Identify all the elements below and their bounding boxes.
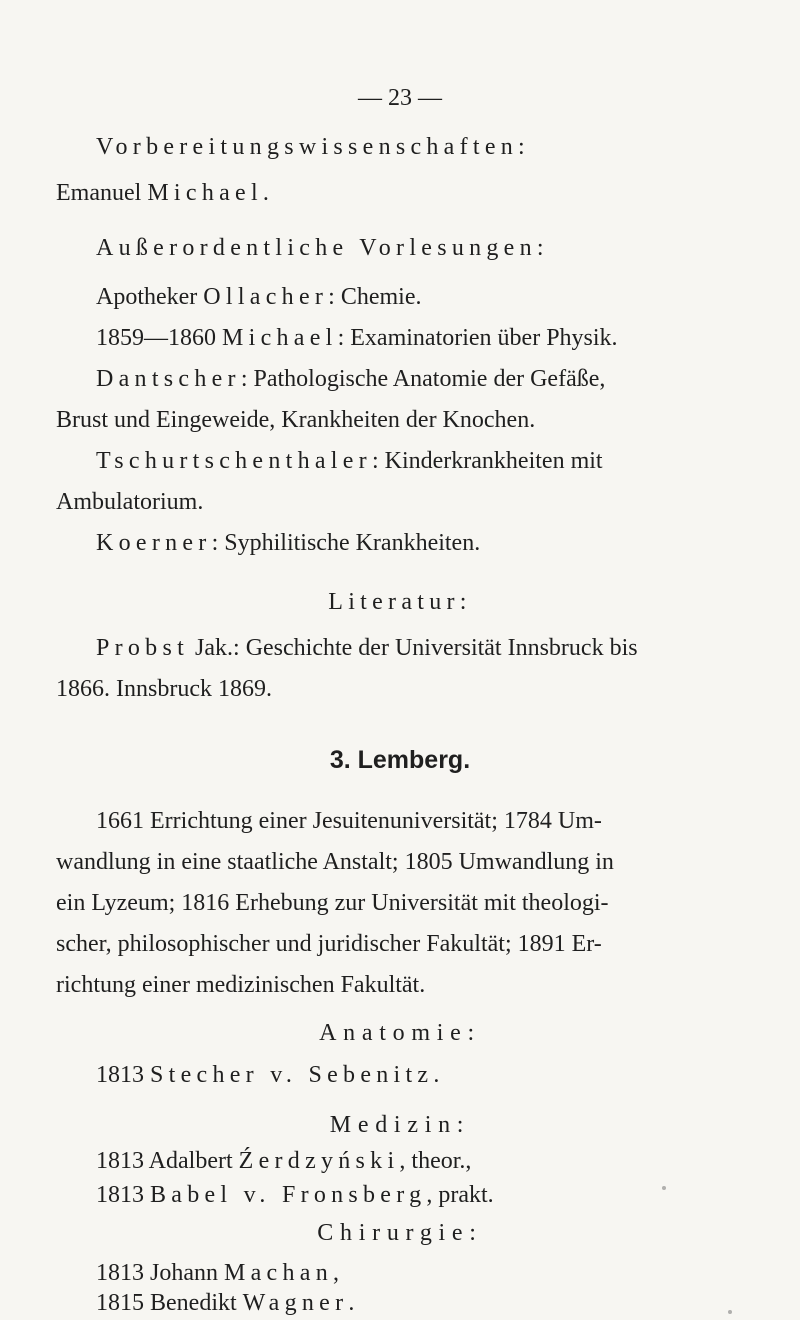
person-name: Wagner <box>242 1290 349 1316</box>
person-name: Probst <box>96 635 190 661</box>
text: 1813 Johann <box>96 1260 224 1286</box>
text: 1859—1860 <box>96 325 222 351</box>
section-heading-lemberg: 3. Lemberg. <box>329 746 471 774</box>
chirurgie-heading: Chirurgie: <box>317 1220 483 1246</box>
text: , <box>332 1260 339 1286</box>
person-name: Koerner <box>96 530 212 556</box>
ausser-line-7 <box>96 528 480 558</box>
person-name: Źerdzyński <box>238 1148 400 1174</box>
text: Emanuel <box>56 180 148 206</box>
literatur-line-1 <box>96 633 638 663</box>
text: : Syphilitische Krankheiten. <box>211 530 481 556</box>
text: , theor., <box>399 1148 472 1174</box>
lemberg-para-line-2: wandlung in eine staatliche Anstalt; 1805 Umwandlung in <box>56 849 614 875</box>
text: : Examinatorien über Physik. <box>337 325 618 351</box>
lemberg-para-line-1: 1661 Errichtung einer Jesuitenuniversität; 1784 Um- <box>96 808 602 834</box>
person-name: Dantscher <box>96 366 241 392</box>
lemberg-para-line-3: ein Lyzeum; 1816 Erhebung zur Universität mit theologi- <box>56 890 609 916</box>
medizin-line-1 <box>96 1146 471 1176</box>
ink-speck <box>662 1186 666 1190</box>
text: 1813 <box>96 1062 150 1088</box>
text: : Kinderkrankheiten mit <box>371 448 603 474</box>
lemberg-para-line-5: richtung einer medizinischen Fakultät. <box>56 972 426 998</box>
chirurgie-line-2 <box>96 1288 354 1318</box>
text: , prakt. <box>426 1182 494 1208</box>
medizin-line-2 <box>96 1180 494 1210</box>
anatomie-heading: Anatomie: <box>319 1020 481 1046</box>
person-name: Machan <box>224 1260 333 1286</box>
ausser-line-6: Ambulatorium. <box>56 489 204 515</box>
ink-speck <box>728 1310 732 1314</box>
vorbereitung-heading: Vorbereitungswissenschaften: <box>96 134 531 160</box>
person-name: Ollacher <box>203 284 329 310</box>
anatomie-line-1 <box>96 1060 445 1090</box>
ausser-line-3 <box>96 364 605 394</box>
text: 1813 <box>96 1182 150 1208</box>
person-name: Stecher v. Sebenitz. <box>150 1062 445 1088</box>
person-name: Michael <box>222 325 338 351</box>
vorbereitung-line <box>56 178 274 208</box>
person-name: Michael. <box>147 180 275 206</box>
text: 1815 Benedikt <box>96 1290 243 1316</box>
person-name: Tschurtschenthaler <box>96 448 372 474</box>
literatur-line-2: 1866. Innsbruck 1869. <box>56 676 272 702</box>
medizin-heading: Medizin: <box>329 1112 471 1138</box>
lemberg-para-line-4: scher, philosophischer und juridischer Fakultät; 1891 Er- <box>56 931 602 957</box>
page-number: — 23 — <box>358 85 442 111</box>
person-name: Babel v. Fronsberg <box>150 1182 427 1208</box>
text: . <box>348 1290 355 1316</box>
text: : Chemie. <box>328 284 422 310</box>
literatur-heading: Literatur: <box>328 589 472 615</box>
text: Apotheker <box>96 284 204 310</box>
ausser-line-5 <box>96 446 603 476</box>
text: 1813 Adalbert <box>96 1148 239 1174</box>
text: Jak.: Geschichte der Universität Innsbruck bis <box>189 635 638 661</box>
chirurgie-line-1 <box>96 1258 339 1288</box>
ausser-line-4: Brust und Eingeweide, Krankheiten der Knochen. <box>56 407 536 433</box>
ausserordentliche-heading: Außerordentliche Vorlesungen: <box>96 235 549 261</box>
ausser-line-2 <box>96 323 618 353</box>
ausser-line-1 <box>96 282 421 312</box>
text: : Pathologische Anatomie der Gefäße, <box>240 366 606 392</box>
